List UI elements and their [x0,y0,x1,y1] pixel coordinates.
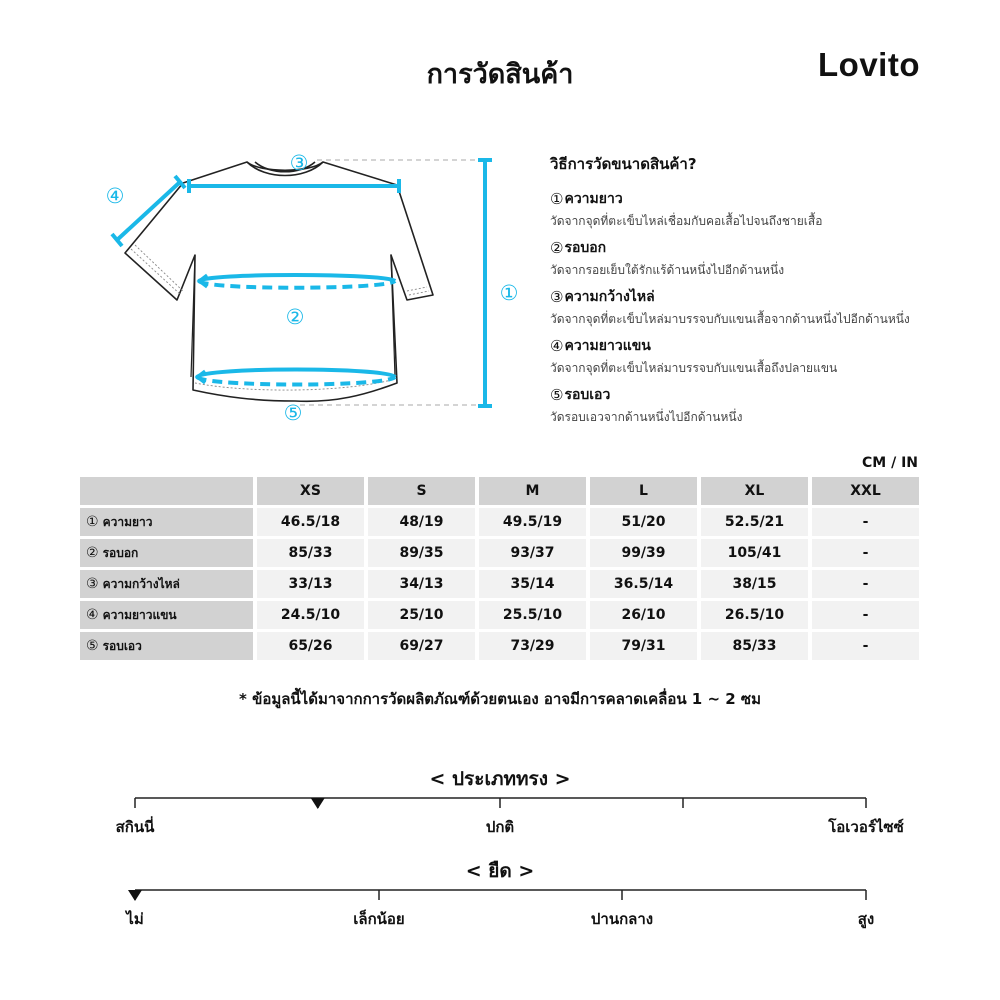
fit-label-skinny: สกินนี่ [115,818,155,836]
table-cell: 24.5/10 [257,601,364,629]
table-row [80,632,919,660]
row-label [80,539,253,567]
size-chart-table [76,474,923,663]
page-title: การวัดสินค้า [426,59,574,90]
row-label-text: ความยาวแขน [102,607,177,622]
table-cell: 25.5/10 [479,601,586,629]
size-header: XS [257,477,364,505]
table-cell: 89/35 [368,539,475,567]
stretch-label-slight: เล็กน้อย [353,910,405,928]
table-cell: 26.5/10 [701,601,808,629]
instruction-description: วัดจากรอยเย็บใต้รักแร้ด้านหนึ่งไปอีกด้านหนึ่ง [550,263,785,277]
table-cell: - [812,601,919,629]
table-cell: 85/33 [701,632,808,660]
measurement-instructions [550,152,970,433]
fit-indicator-icon [311,798,325,809]
row-number: ① [86,513,99,530]
instruction-title: ความกว้างไหล่ [564,289,655,305]
row-label-text: รอบเอว [102,638,142,653]
instruction-title: รอบเอว [564,387,611,403]
fit-label-regular: ปกติ [485,818,515,836]
row-label [80,570,253,598]
table-cell: 105/41 [701,539,808,567]
size-header: XL [701,477,808,505]
instruction-description: วัดรอบเอวจากด้านหนึ่งไปอีกด้านหนึ่ง [550,410,743,424]
marker-waist: ⑤ [283,401,303,425]
brand-logo: Lovito [818,46,920,83]
table-cell: 79/31 [590,632,697,660]
row-label-text: รอบอก [102,545,139,560]
table-cell: - [812,570,919,598]
size-header: XXL [812,477,919,505]
length-measure-line [478,160,492,406]
instruction-item-sleeve [550,335,970,378]
instruction-title: ความยาว [564,191,623,207]
table-cell: 33/13 [257,570,364,598]
table-cell: 34/13 [368,570,475,598]
row-label [80,601,253,629]
stretch-label-high: สูง [857,910,875,928]
fit-label-oversize: โอเวอร์ไซซ์ [828,818,904,836]
table-cell: 65/26 [257,632,364,660]
table-cell: - [812,632,919,660]
row-label-text: ความยาว [102,514,153,529]
tshirt-illustration [125,162,433,401]
table-cell: 52.5/21 [701,508,808,536]
marker-chest: ② [285,305,305,329]
table-row [80,601,919,629]
tshirt-measurement-diagram [95,145,535,430]
row-number: ⑤ [86,637,99,654]
instruction-item-length [550,188,970,231]
table-cell: - [812,508,919,536]
table-row [80,539,919,567]
table-cell: 99/39 [590,539,697,567]
measurement-note: * ข้อมูลนี้ได้มาจากการวัดผลิตภัณฑ์ด้วยตนเอง อาจมีการคลาดเคลื่อน 1 ~ 2 ซม [239,690,761,708]
row-number: ③ [86,575,99,592]
stretch-indicator-icon [128,890,142,901]
instruction-number: ② [550,239,564,257]
table-header-row [80,477,919,505]
table-cell: - [812,539,919,567]
table-cell: 36.5/14 [590,570,697,598]
instruction-item-waist [550,384,970,427]
size-header: S [368,477,475,505]
table-cell: 69/27 [368,632,475,660]
row-label-text: ความกว้างไหล่ [102,576,180,591]
instruction-title: ความยาวแขน [564,338,651,354]
instruction-description: วัดจากจุดที่ตะเข็บไหล่เชื่อมกับคอเสื้อไปจนถึงชายเสื้อ [550,214,823,228]
table-cell: 49.5/19 [479,508,586,536]
size-header: L [590,477,697,505]
marker-sleeve: ④ [105,184,125,208]
instruction-number: ① [550,190,564,208]
stretch-scale [0,882,1000,912]
table-cell: 38/15 [701,570,808,598]
instruction-description: วัดจากจุดที่ตะเข็บไหล่มาบรรจบกับแขนเสื้อจากด้านหนึ่งไปอีกด้านหนึ่ง [550,312,910,326]
instruction-item-chest [550,237,970,280]
size-header: M [479,477,586,505]
instruction-number: ④ [550,337,564,355]
stretch-label-none: ไม่ [126,910,144,928]
instruction-description: วัดจากจุดที่ตะเข็บไหล่มาบรรจบกับแขนเสื้อถึงปลายแขน [550,361,838,375]
table-corner-cell [80,477,253,505]
stretch-scale-title: < ยืด > [465,860,535,882]
table-row [80,508,919,536]
table-cell: 46.5/18 [257,508,364,536]
table-cell: 48/19 [368,508,475,536]
row-number: ② [86,544,99,561]
table-row [80,570,919,598]
row-label [80,632,253,660]
row-label [80,508,253,536]
row-number: ④ [86,606,99,623]
unit-label: CM / IN [862,455,918,471]
instruction-number: ③ [550,288,564,306]
instruction-item-shoulder [550,286,970,329]
instruction-title: รอบอก [564,240,607,256]
table-cell: 26/10 [590,601,697,629]
table-cell: 73/29 [479,632,586,660]
table-cell: 85/33 [257,539,364,567]
marker-shoulder: ③ [289,151,309,175]
instructions-heading: วิธีการวัดขนาดสินค้า? [550,155,697,173]
table-cell: 51/20 [590,508,697,536]
instruction-number: ⑤ [550,386,564,404]
table-cell: 93/37 [479,539,586,567]
table-cell: 35/14 [479,570,586,598]
stretch-label-medium: ปานกลาง [590,910,654,928]
marker-length: ① [499,281,519,305]
table-cell: 25/10 [368,601,475,629]
fit-scale-title: < ประเภททรง > [429,768,571,790]
